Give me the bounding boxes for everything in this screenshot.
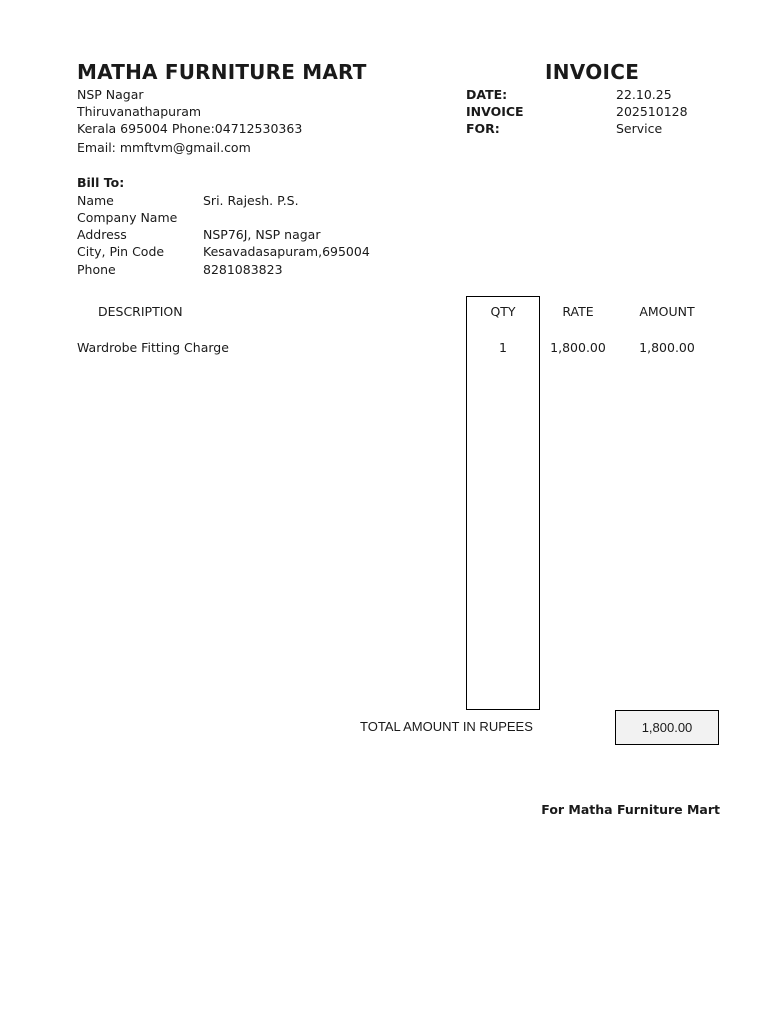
total-label: TOTAL AMOUNT IN RUPEES bbox=[360, 719, 533, 734]
bill-to-name-value: Sri. Rajesh. P.S. bbox=[203, 193, 299, 208]
item-description: Wardrobe Fitting Charge bbox=[77, 340, 229, 355]
item-rate: 1,800.00 bbox=[550, 340, 606, 355]
item-amount: 1,800.00 bbox=[639, 340, 695, 355]
total-amount-value: 1,800.00 bbox=[641, 720, 693, 735]
bill-to-city-value: Kesavadasapuram,695004 bbox=[203, 244, 370, 259]
total-amount-box bbox=[615, 710, 719, 745]
company-address-line2: Thiruvanathapuram bbox=[77, 104, 202, 119]
invoice-number-label: INVOICE bbox=[466, 104, 524, 119]
bill-to-phone-label: Phone bbox=[77, 262, 116, 277]
bill-to-address-label: Address bbox=[77, 227, 127, 242]
bill-to-name-label: Name bbox=[77, 193, 114, 208]
company-address-line1: NSP Nagar bbox=[77, 87, 144, 102]
signoff: For Matha Furniture Mart bbox=[541, 802, 720, 817]
invoice-number-value: 202510128 bbox=[616, 104, 688, 119]
bill-to-address-value: NSP76J, NSP nagar bbox=[203, 227, 321, 242]
for-value: Service bbox=[616, 121, 663, 136]
description-header: DESCRIPTION bbox=[98, 304, 183, 319]
amount-header: AMOUNT bbox=[639, 304, 695, 319]
date-value: 22.10.25 bbox=[616, 87, 672, 102]
qty-column-box bbox=[466, 296, 540, 710]
for-label: FOR: bbox=[466, 121, 500, 136]
date-label: DATE: bbox=[466, 87, 508, 102]
bill-to-city-label: City, Pin Code bbox=[77, 244, 165, 259]
qty-header: QTY bbox=[490, 304, 516, 319]
rate-header: RATE bbox=[562, 304, 594, 319]
company-email: Email: mmftvm@gmail.com bbox=[77, 140, 251, 155]
bill-to-heading: Bill To: bbox=[77, 175, 125, 190]
item-qty: 1 bbox=[499, 340, 507, 355]
company-name: MATHA FURNITURE MART bbox=[77, 60, 367, 84]
bill-to-phone-value: 8281083823 bbox=[203, 262, 283, 277]
invoice-title: INVOICE bbox=[545, 60, 640, 84]
company-address-line3: Kerala 695004 Phone:04712530363 bbox=[77, 121, 303, 136]
bill-to-company-label: Company Name bbox=[77, 210, 178, 225]
